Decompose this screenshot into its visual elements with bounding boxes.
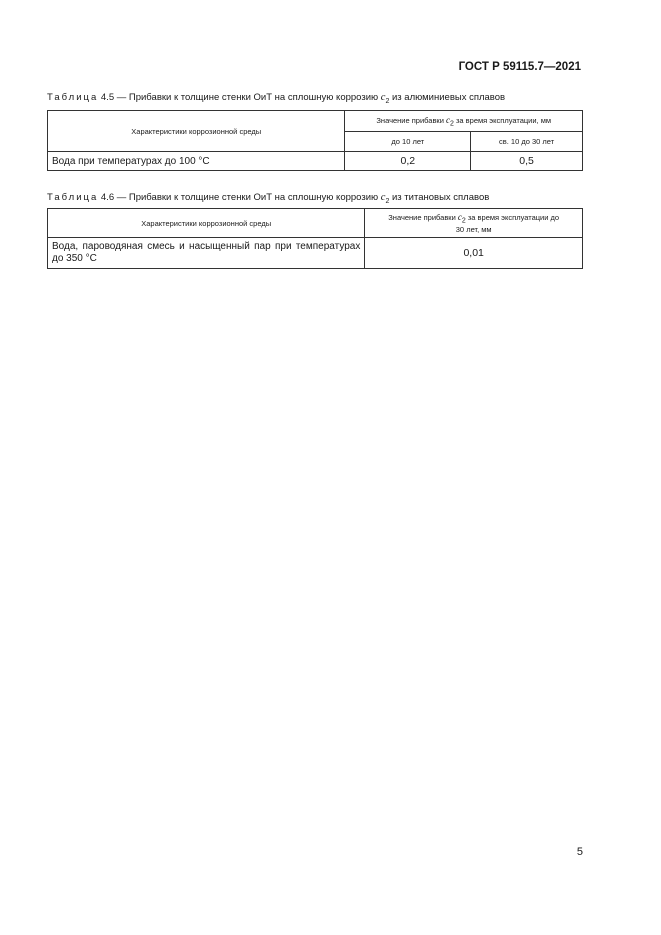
value-cell: 0,5 xyxy=(471,152,583,171)
column-header-environment: Характеристики коррозионной среды xyxy=(48,111,345,152)
variable-c: c xyxy=(446,114,450,125)
variable-c: c xyxy=(457,212,462,223)
caption-number: 4.6 xyxy=(100,192,115,203)
header-text: Значение прибавки xyxy=(376,115,446,125)
variable-subscript: 2 xyxy=(385,197,390,205)
document-code: ГОСТ Р 59115.7—2021 xyxy=(458,61,581,73)
header-text: за время эксплуатации, мм xyxy=(453,115,552,125)
variable-subscript: 2 xyxy=(385,97,390,105)
caption-number: 4.5 xyxy=(100,92,115,103)
header-text: Значение прибавки xyxy=(388,213,458,223)
variable-c: c xyxy=(380,192,386,203)
caption-text: — Прибавки к толщине стенки ОиТ на сплошную коррозию xyxy=(114,92,381,103)
variable-subscript: 2 xyxy=(461,217,466,225)
caption-text: из титановых сплавов xyxy=(389,192,490,203)
column-header-up-to-10-years: до 10 лет xyxy=(345,132,471,152)
caption-text: — Прибавки к толщине стенки ОиТ на сплошную коррозию xyxy=(114,192,381,203)
table-row xyxy=(48,238,583,269)
table-caption xyxy=(47,192,489,205)
aluminium-allowance-table xyxy=(47,110,583,171)
value-cell: 0,2 xyxy=(345,152,471,171)
environment-cell: Вода при температурах до 100 °С xyxy=(48,152,345,171)
table-caption xyxy=(47,92,505,105)
variable-subscript: 2 xyxy=(450,120,454,128)
value-cell: 0,01 xyxy=(365,238,583,269)
column-header-environment: Характеристики коррозионной среды xyxy=(48,209,365,238)
environment-cell: Вода, пароводяная смесь и насыщенный пар при температурах до 350 °С xyxy=(48,238,365,269)
page-number: 5 xyxy=(576,846,583,858)
column-header-10-to-30-years: св. 10 до 30 лет xyxy=(471,132,583,152)
column-header-allowance xyxy=(365,209,583,238)
caption-label: Таблица xyxy=(47,92,99,103)
caption-label: Таблица xyxy=(47,192,99,203)
variable-c: c xyxy=(380,92,386,103)
column-group-header xyxy=(345,111,583,132)
header-text: за время эксплуатации до 30 лет, мм xyxy=(455,213,560,234)
table-row xyxy=(48,152,583,171)
titanium-allowance-table xyxy=(47,208,583,269)
caption-text: из алюминиевых сплавов xyxy=(389,92,506,103)
